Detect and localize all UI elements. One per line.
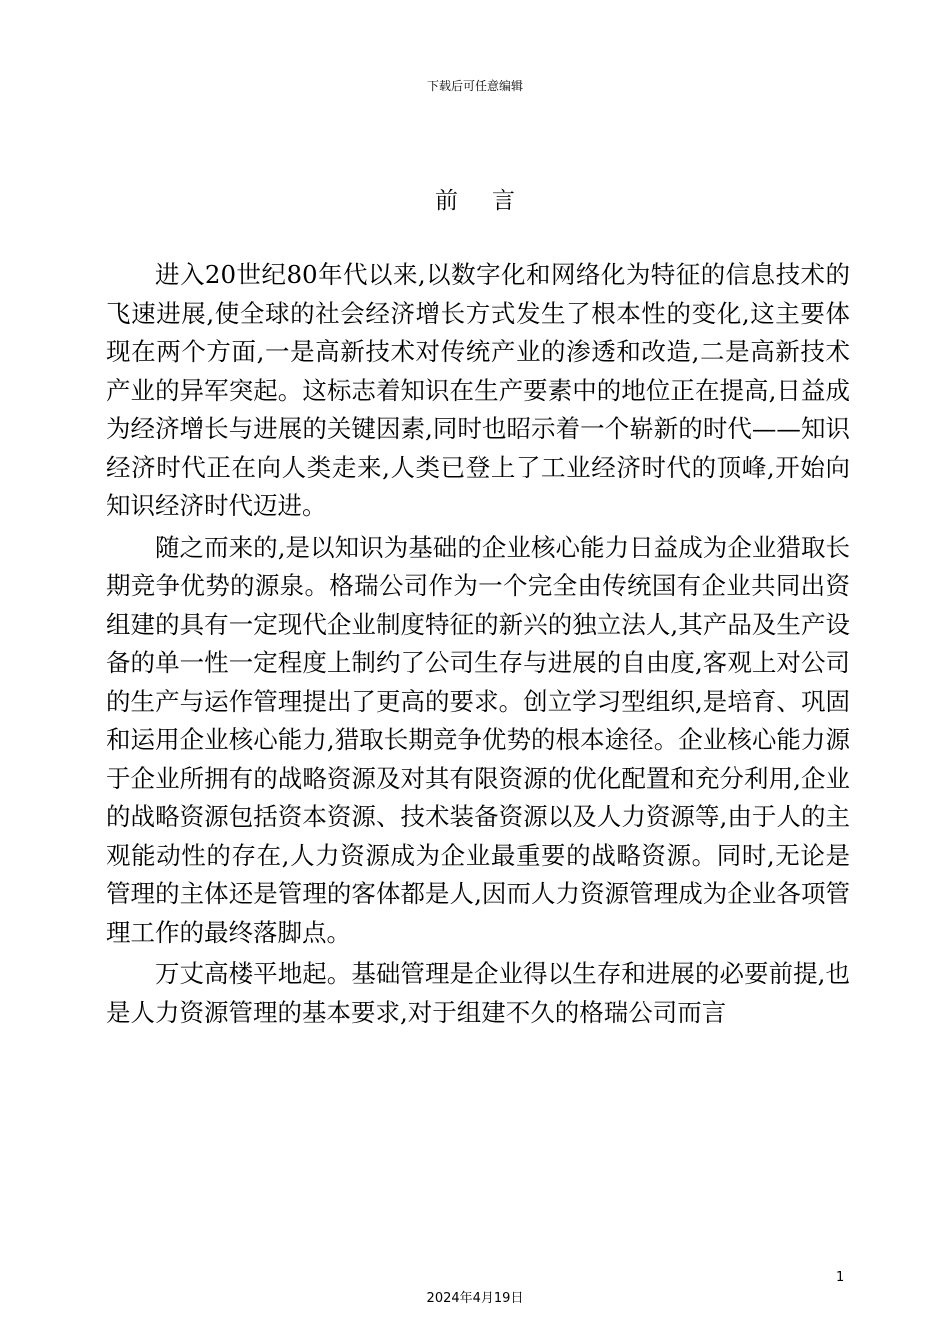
document-body (106, 256, 850, 1035)
page-number: 1 (836, 1270, 845, 1285)
header-note: 下载后可任意编辑 (426, 79, 523, 93)
paragraph-2: 随之而来的,是以知识为基础的企业核心能力日益成为企业猎取长期竞争优势的源泉。格瑞公司作为一个完全由传统国有企业共同出资组建的具有一定现代企业制度特征的新兴的独立法人,其产品及生产设备的单一性一定程度上制约了公司生存与进展的自由度,客观上对公司的生产与运作管理提出了更高的要求。创立学习型组织,是培育、巩固和运用企业核心能力,猎取长期竞争优势的根本途径。企业核心能力源于企业所拥有的战略资源及对其有限资源的优化配置和充分利用,企业的战略资源包括资本资源、技术装备资源以及人力资源等,由于人的主观能动性的存在,人力资源成为企业最重要的战略资源。同时,无论是管理的主体还是管理的客体都是人,因而人力资源管理成为企业各项管理工作的最终落脚点。 (106, 532, 850, 947)
paragraph-3: 万丈高楼平地起。基础管理是企业得以生存和进展的必要前提,也是人力资源管理的基本要求,对于组建不久的格瑞公司而言 (106, 959, 850, 1027)
footer-date: 2024年4月19日 (426, 1291, 524, 1306)
paragraph-1: 进入20世纪80年代以来,以数字化和网络化为特征的信息技术的飞速进展,使全球的社会经济增长方式发生了根本性的变化,这主要体现在两个方面,一是高新技术对传统产业的渗透和改造,二是高新技术产业的异军突起。这标志着知识在生产要素中的地位正在提高,日益成为经济增长与进展的关键因素,同时也昭示着一个崭新的时代——知识经济时代正在向人类走来,人类已登上了工业经济时代的顶峰,开始向知识经济时代迈进。 (106, 260, 850, 520)
document-title: 前言 (435, 188, 549, 214)
